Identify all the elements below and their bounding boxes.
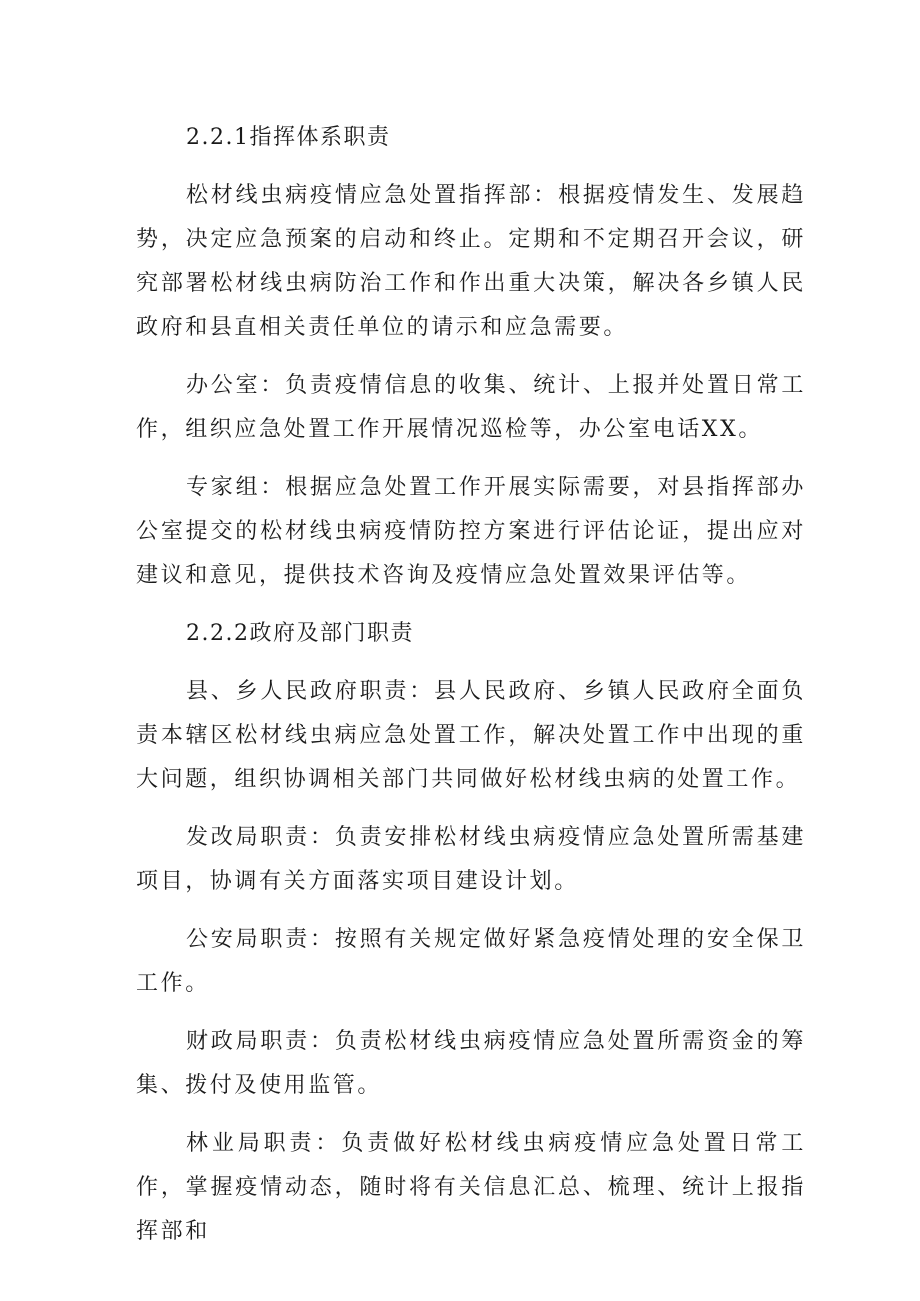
section-heading-2-2-1: 2.2.1指挥体系职责 [186,125,391,150]
document-body [136,116,806,1268]
paragraph-office: 办公室：负责疫情信息的收集、统计、上报并处置日常工作，组织应急处置工作开展情况巡检等，办公室电话XX。 [136,373,806,442]
paragraph-finance-bureau: 财政局职责：负责松材线虫病疫情应急处置所需资金的筹集、拨付及使用监管。 [136,1029,806,1098]
paragraph-development-reform-bureau: 发改局职责：负责安排松材线虫病疫情应急处置所需基建项目，协调有关方面落实项目建设计划。 [136,825,806,894]
paragraph-forestry-bureau: 林业局职责：负责做好松材线虫病疫情应急处置日常工作，掌握疫情动态，随时将有关信息汇总、梳理、统计上报指挥部和 [136,1131,806,1244]
paragraph-county-township-government: 县、乡人民政府职责：县人民政府、乡镇人民政府全面负责本辖区松材线虫病应急处置工作，解决处置工作中出现的重大问题，组织协调相关部门共同做好松材线虫病的处置工作。 [136,679,806,792]
paragraph-command-headquarters: 松材线虫病疫情应急处置指挥部：根据疫情发生、发展趋势，决定应急预案的启动和终止。定期和不定期召开会议，研究部署松材线虫病防治工作和作出重大决策，解决各乡镇人民政府和县直相关责任单位的请示和应急需要。 [136,183,806,340]
paragraph-public-security-bureau: 公安局职责：按照有关规定做好紧急疫情处理的安全保卫工作。 [136,927,806,996]
paragraph-expert-group: 专家组：根据应急处置工作开展实际需要，对县指挥部办公室提交的松材线虫病疫情防控方案进行评估论证，提出应对建议和意见，提供技术咨询及疫情应急处置效果评估等。 [136,475,806,588]
section-heading-2-2-2: 2.2.2政府及部门职责 [186,621,414,646]
